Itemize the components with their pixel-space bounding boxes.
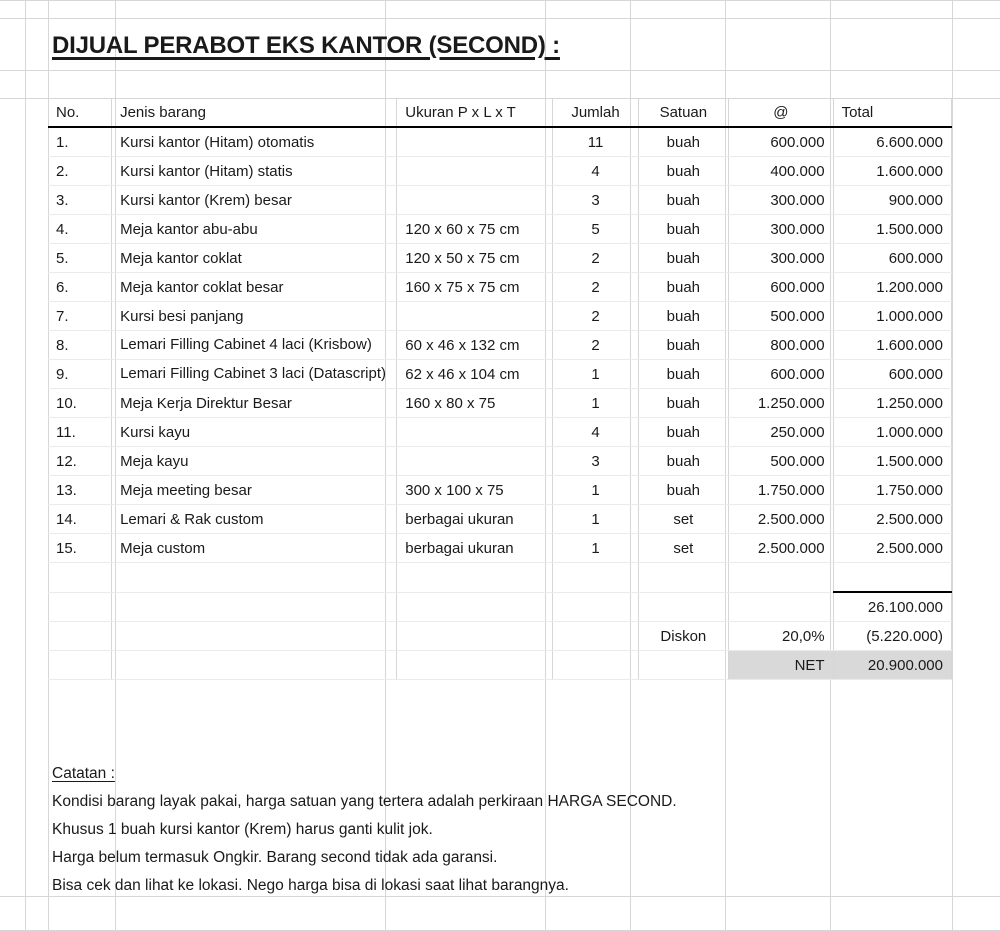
cell-size: 160 x 75 x 75 cm bbox=[397, 273, 553, 302]
cell-price: 600.000 bbox=[729, 360, 834, 389]
cell-price: 600.000 bbox=[729, 127, 834, 157]
cell-no: 5. bbox=[48, 244, 112, 273]
cell-total: 1.000.000 bbox=[833, 302, 951, 331]
cell-no: 11. bbox=[48, 418, 112, 447]
net-label: NET bbox=[729, 651, 834, 680]
cell-price: 500.000 bbox=[729, 447, 834, 476]
cell-qty: 3 bbox=[553, 447, 638, 476]
cell-unit: buah bbox=[638, 273, 728, 302]
cell-no-empty bbox=[48, 622, 112, 651]
cell-qty: 3 bbox=[553, 186, 638, 215]
cell-qty: 2 bbox=[553, 302, 638, 331]
net-amount: 20.900.000 bbox=[833, 651, 951, 680]
cell-qty: 4 bbox=[553, 418, 638, 447]
column-header-total: Total bbox=[833, 98, 951, 127]
cell-item: Meja kantor abu-abu bbox=[112, 215, 397, 244]
cell-price: 2.500.000 bbox=[729, 534, 834, 563]
note-line: Bisa cek dan lihat ke lokasi. Nego harga bisa di lokasi saat lihat barangnya. bbox=[52, 877, 569, 894]
subtotal-value: 26.100.000 bbox=[833, 592, 951, 622]
cell-price: 500.000 bbox=[729, 302, 834, 331]
cell-size: 120 x 50 x 75 cm bbox=[397, 244, 553, 273]
column-header-unit: Satuan bbox=[638, 98, 728, 127]
discount-rate: 20,0% bbox=[729, 622, 834, 651]
cell-unit: buah bbox=[638, 447, 728, 476]
cell-no-empty bbox=[48, 651, 112, 680]
gridline-horizontal bbox=[0, 70, 1000, 71]
table-row bbox=[48, 534, 952, 563]
table-row bbox=[48, 505, 952, 534]
cell-price: 1.250.000 bbox=[729, 389, 834, 418]
cell-qty: 1 bbox=[553, 360, 638, 389]
cell-total: 1.500.000 bbox=[833, 215, 951, 244]
table-header bbox=[48, 98, 952, 127]
cell-unit: buah bbox=[638, 418, 728, 447]
column-header-price: @ bbox=[729, 98, 834, 127]
cell-total: 600.000 bbox=[833, 244, 951, 273]
cell-unit: buah bbox=[638, 127, 728, 157]
table-row bbox=[48, 244, 952, 273]
gridline-vertical bbox=[952, 0, 953, 931]
table-row bbox=[48, 418, 952, 447]
cell-no-empty bbox=[48, 563, 112, 593]
cell-price-empty bbox=[729, 592, 834, 622]
table-row bbox=[48, 302, 952, 331]
column-header-item: Jenis barang bbox=[112, 98, 397, 127]
table-row bbox=[48, 186, 952, 215]
gridline-vertical bbox=[25, 0, 26, 931]
column-header-no: No. bbox=[48, 98, 112, 127]
table-header-row bbox=[48, 98, 952, 127]
notes-lines bbox=[52, 788, 677, 900]
cell-item: Kursi kantor (Hitam) statis bbox=[112, 157, 397, 186]
cell-item: Meja kantor coklat besar bbox=[112, 273, 397, 302]
cell-item: Meja Kerja Direktur Besar bbox=[112, 389, 397, 418]
cell-qty-empty bbox=[553, 592, 638, 622]
cell-price: 1.750.000 bbox=[729, 476, 834, 505]
cell-no: 6. bbox=[48, 273, 112, 302]
cell-no: 7. bbox=[48, 302, 112, 331]
table-row bbox=[48, 447, 952, 476]
cell-price: 300.000 bbox=[729, 186, 834, 215]
cell-qty-empty bbox=[553, 651, 638, 680]
cell-size: 160 x 80 x 75 bbox=[397, 389, 553, 418]
cell-price: 600.000 bbox=[729, 273, 834, 302]
cell-qty: 1 bbox=[553, 534, 638, 563]
table-row bbox=[48, 389, 952, 418]
cell-unit-empty bbox=[638, 651, 728, 680]
cell-price: 400.000 bbox=[729, 157, 834, 186]
cell-no: 10. bbox=[48, 389, 112, 418]
cell-total: 1.200.000 bbox=[833, 273, 951, 302]
cell-unit: buah bbox=[638, 186, 728, 215]
cell-item-empty bbox=[112, 592, 397, 622]
gridline-horizontal bbox=[0, 18, 1000, 19]
note-line: Khusus 1 buah kursi kantor (Krem) harus ganti kulit jok. bbox=[52, 821, 433, 838]
cell-size bbox=[397, 127, 553, 157]
cell-no: 4. bbox=[48, 215, 112, 244]
note-line: Kondisi barang layak pakai, harga satuan yang tertera adalah perkiraan HARGA SECOND. bbox=[52, 793, 677, 810]
cell-unit: buah bbox=[638, 244, 728, 273]
cell-item: Meja custom bbox=[112, 534, 397, 563]
cell-unit: buah bbox=[638, 215, 728, 244]
cell-unit: buah bbox=[638, 476, 728, 505]
cell-item: Lemari & Rak custom bbox=[112, 505, 397, 534]
cell-unit-empty bbox=[638, 563, 728, 593]
page-title: DIJUAL PERABOT EKS KANTOR (SECOND) : bbox=[52, 32, 560, 59]
cell-size bbox=[397, 157, 553, 186]
table-row bbox=[48, 476, 952, 505]
notes-section bbox=[52, 760, 677, 900]
cell-qty: 2 bbox=[553, 273, 638, 302]
discount-amount: (5.220.000) bbox=[833, 622, 951, 651]
cell-price: 2.500.000 bbox=[729, 505, 834, 534]
column-header-size: Ukuran P x L x T bbox=[397, 98, 553, 127]
table-spacer-row bbox=[48, 563, 952, 593]
cell-size bbox=[397, 186, 553, 215]
cell-no: 3. bbox=[48, 186, 112, 215]
cell-size bbox=[397, 302, 553, 331]
cell-size: berbagai ukuran bbox=[397, 534, 553, 563]
cell-no: 8. bbox=[48, 331, 112, 360]
cell-no: 2. bbox=[48, 157, 112, 186]
cell-price: 300.000 bbox=[729, 244, 834, 273]
cell-qty-empty bbox=[553, 622, 638, 651]
cell-total-empty bbox=[833, 563, 951, 593]
table-row bbox=[48, 127, 952, 157]
cell-no: 13. bbox=[48, 476, 112, 505]
cell-item: Kursi kantor (Hitam) otomatis bbox=[112, 127, 397, 157]
cell-price: 300.000 bbox=[729, 215, 834, 244]
cell-item: Meja kayu bbox=[112, 447, 397, 476]
cell-total: 1.600.000 bbox=[833, 157, 951, 186]
cell-qty: 4 bbox=[553, 157, 638, 186]
cell-price-empty bbox=[729, 563, 834, 593]
cell-total: 900.000 bbox=[833, 186, 951, 215]
cell-qty: 1 bbox=[553, 505, 638, 534]
cell-item: Meja meeting besar bbox=[112, 476, 397, 505]
cell-size bbox=[397, 447, 553, 476]
table-row bbox=[48, 273, 952, 302]
cell-size-empty bbox=[397, 592, 553, 622]
cell-total: 6.600.000 bbox=[833, 127, 951, 157]
cell-no: 15. bbox=[48, 534, 112, 563]
cell-item: Kursi kantor (Krem) besar bbox=[112, 186, 397, 215]
cell-unit: set bbox=[638, 505, 728, 534]
table-row bbox=[48, 215, 952, 244]
cell-price: 800.000 bbox=[729, 331, 834, 360]
cell-size-empty bbox=[397, 563, 553, 593]
notes-heading: Catatan : bbox=[52, 765, 115, 782]
note-line: Harga belum termasuk Ongkir. Barang second tidak ada garansi. bbox=[52, 849, 498, 866]
cell-item-empty bbox=[112, 651, 397, 680]
cell-size: 300 x 100 x 75 bbox=[397, 476, 553, 505]
cell-no: 14. bbox=[48, 505, 112, 534]
subtotal-row bbox=[48, 592, 952, 622]
discount-row bbox=[48, 622, 952, 651]
cell-qty: 2 bbox=[553, 244, 638, 273]
cell-qty: 1 bbox=[553, 476, 638, 505]
cell-total: 1.600.000 bbox=[833, 331, 951, 360]
cell-item: Meja kantor coklat bbox=[112, 244, 397, 273]
cell-total: 600.000 bbox=[833, 360, 951, 389]
cell-unit: buah bbox=[638, 302, 728, 331]
cell-item-empty bbox=[112, 622, 397, 651]
table-row bbox=[48, 360, 952, 389]
cell-qty: 2 bbox=[553, 331, 638, 360]
cell-qty: 1 bbox=[553, 389, 638, 418]
price-list-table bbox=[48, 98, 952, 680]
cell-total: 1.000.000 bbox=[833, 418, 951, 447]
cell-size-empty bbox=[397, 622, 553, 651]
cell-size: 62 x 46 x 104 cm bbox=[397, 360, 553, 389]
cell-qty: 11 bbox=[553, 127, 638, 157]
cell-size: 120 x 60 x 75 cm bbox=[397, 215, 553, 244]
cell-total: 1.250.000 bbox=[833, 389, 951, 418]
cell-unit: buah bbox=[638, 360, 728, 389]
table-row bbox=[48, 157, 952, 186]
cell-unit-empty bbox=[638, 592, 728, 622]
cell-unit: buah bbox=[638, 331, 728, 360]
table-row bbox=[48, 331, 952, 360]
cell-no: 9. bbox=[48, 360, 112, 389]
cell-total: 2.500.000 bbox=[833, 505, 951, 534]
cell-unit: buah bbox=[638, 389, 728, 418]
cell-total: 1.750.000 bbox=[833, 476, 951, 505]
discount-label: Diskon bbox=[638, 622, 728, 651]
cell-qty-empty bbox=[553, 563, 638, 593]
gridline-horizontal bbox=[0, 0, 1000, 1]
cell-size bbox=[397, 418, 553, 447]
column-header-qty: Jumlah bbox=[553, 98, 638, 127]
cell-item: Lemari Filling Cabinet 4 laci (Krisbow) bbox=[112, 331, 397, 360]
net-row bbox=[48, 651, 952, 680]
cell-item: Kursi kayu bbox=[112, 418, 397, 447]
cell-item: Lemari Filling Cabinet 3 laci (Datascript) bbox=[112, 360, 397, 389]
cell-item: Kursi besi panjang bbox=[112, 302, 397, 331]
cell-no: 12. bbox=[48, 447, 112, 476]
cell-total: 2.500.000 bbox=[833, 534, 951, 563]
table-body bbox=[48, 127, 952, 680]
cell-size: 60 x 46 x 132 cm bbox=[397, 331, 553, 360]
cell-item-empty bbox=[112, 563, 397, 593]
cell-unit: set bbox=[638, 534, 728, 563]
cell-no: 1. bbox=[48, 127, 112, 157]
cell-no-empty bbox=[48, 592, 112, 622]
cell-price: 250.000 bbox=[729, 418, 834, 447]
cell-size-empty bbox=[397, 651, 553, 680]
cell-unit: buah bbox=[638, 157, 728, 186]
cell-total: 1.500.000 bbox=[833, 447, 951, 476]
cell-size: berbagai ukuran bbox=[397, 505, 553, 534]
cell-qty: 5 bbox=[553, 215, 638, 244]
